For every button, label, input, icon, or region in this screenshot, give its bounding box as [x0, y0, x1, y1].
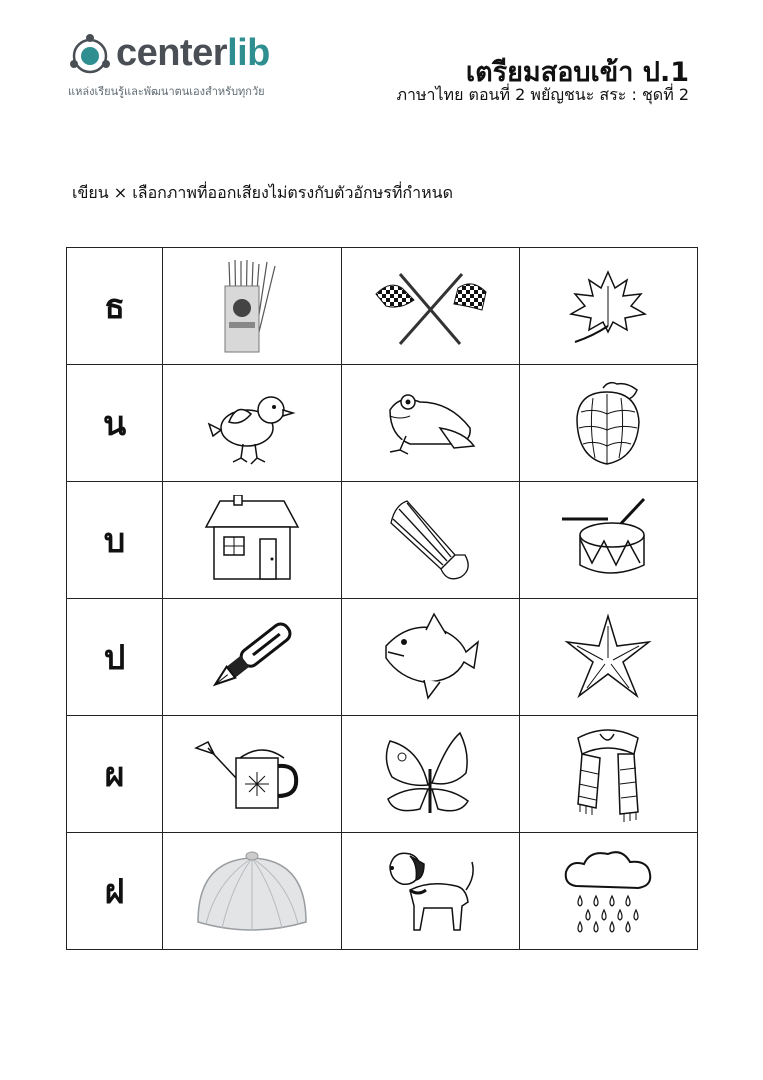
logo — [66, 32, 296, 102]
shuttlecock-icon — [385, 495, 475, 585]
row-letter: ผ — [67, 716, 163, 833]
worksheet-row — [67, 482, 698, 599]
picture-cell[interactable] — [163, 833, 341, 950]
picture-cell[interactable] — [519, 248, 697, 365]
picture-cell[interactable] — [163, 365, 341, 482]
picture-cell[interactable] — [519, 365, 697, 482]
picture-cell[interactable] — [163, 599, 341, 716]
watering-can-icon — [192, 734, 312, 814]
picture-cell[interactable] — [519, 482, 697, 599]
food-cover-icon — [192, 846, 312, 936]
fish-icon — [380, 612, 480, 702]
logo-word-secondary: lib — [227, 32, 270, 74]
scarf-icon — [568, 724, 648, 824]
rain-cloud-icon — [558, 846, 658, 936]
page-subtitle: ภาษาไทย ตอนที่ 2 พยัญชนะ สระ : ชุดที่ 2 — [396, 85, 689, 104]
picture-cell[interactable] — [163, 248, 341, 365]
star-flower-icon — [563, 612, 653, 702]
frog-icon — [380, 388, 480, 458]
butterfly-icon — [380, 729, 480, 819]
house-icon — [202, 495, 302, 585]
picture-cell[interactable] — [341, 248, 519, 365]
worksheet-row — [67, 716, 698, 833]
picture-cell[interactable] — [341, 833, 519, 950]
row-letter: ป — [67, 599, 163, 716]
logo-wordmark — [116, 32, 270, 75]
custard-apple-icon — [563, 378, 653, 468]
picture-cell[interactable] — [519, 599, 697, 716]
logo-word-primary: center — [116, 32, 228, 74]
logo-tagline: แหล่งเรียนรู้และพัฒนาตนเองสำหรับทุกวัย — [68, 85, 265, 98]
drum-icon — [558, 495, 658, 585]
worksheet-grid — [66, 247, 698, 950]
row-letter: ธ — [67, 248, 163, 365]
worksheet-row — [67, 248, 698, 365]
worksheet-row — [67, 599, 698, 716]
bird-icon — [207, 378, 297, 468]
picture-cell[interactable] — [341, 716, 519, 833]
row-letter: บ — [67, 482, 163, 599]
maple-leaf-icon — [563, 266, 653, 346]
instruction-text: เขียน × เลือกภาพที่ออกเสียงไม่ตรงกับตัวอักษรที่กำหนด — [72, 183, 453, 202]
picture-cell[interactable] — [341, 365, 519, 482]
worksheet-row — [67, 833, 698, 950]
logo-mark-icon — [66, 32, 114, 80]
picture-cell[interactable] — [519, 716, 697, 833]
row-letter: น — [67, 365, 163, 482]
picture-cell[interactable] — [519, 833, 697, 950]
fountain-pen-icon — [202, 617, 302, 697]
incense-sticks-icon — [217, 258, 287, 354]
worksheet-row — [67, 365, 698, 482]
picture-cell[interactable] — [341, 482, 519, 599]
picture-cell[interactable] — [341, 599, 519, 716]
row-letter: ฝ — [67, 833, 163, 950]
picture-cell[interactable] — [163, 482, 341, 599]
page-title: เตรียมสอบเข้า ป.1 — [465, 57, 689, 88]
picture-cell[interactable] — [163, 716, 341, 833]
checkered-flags-icon — [370, 266, 490, 346]
dog-icon — [380, 846, 480, 936]
